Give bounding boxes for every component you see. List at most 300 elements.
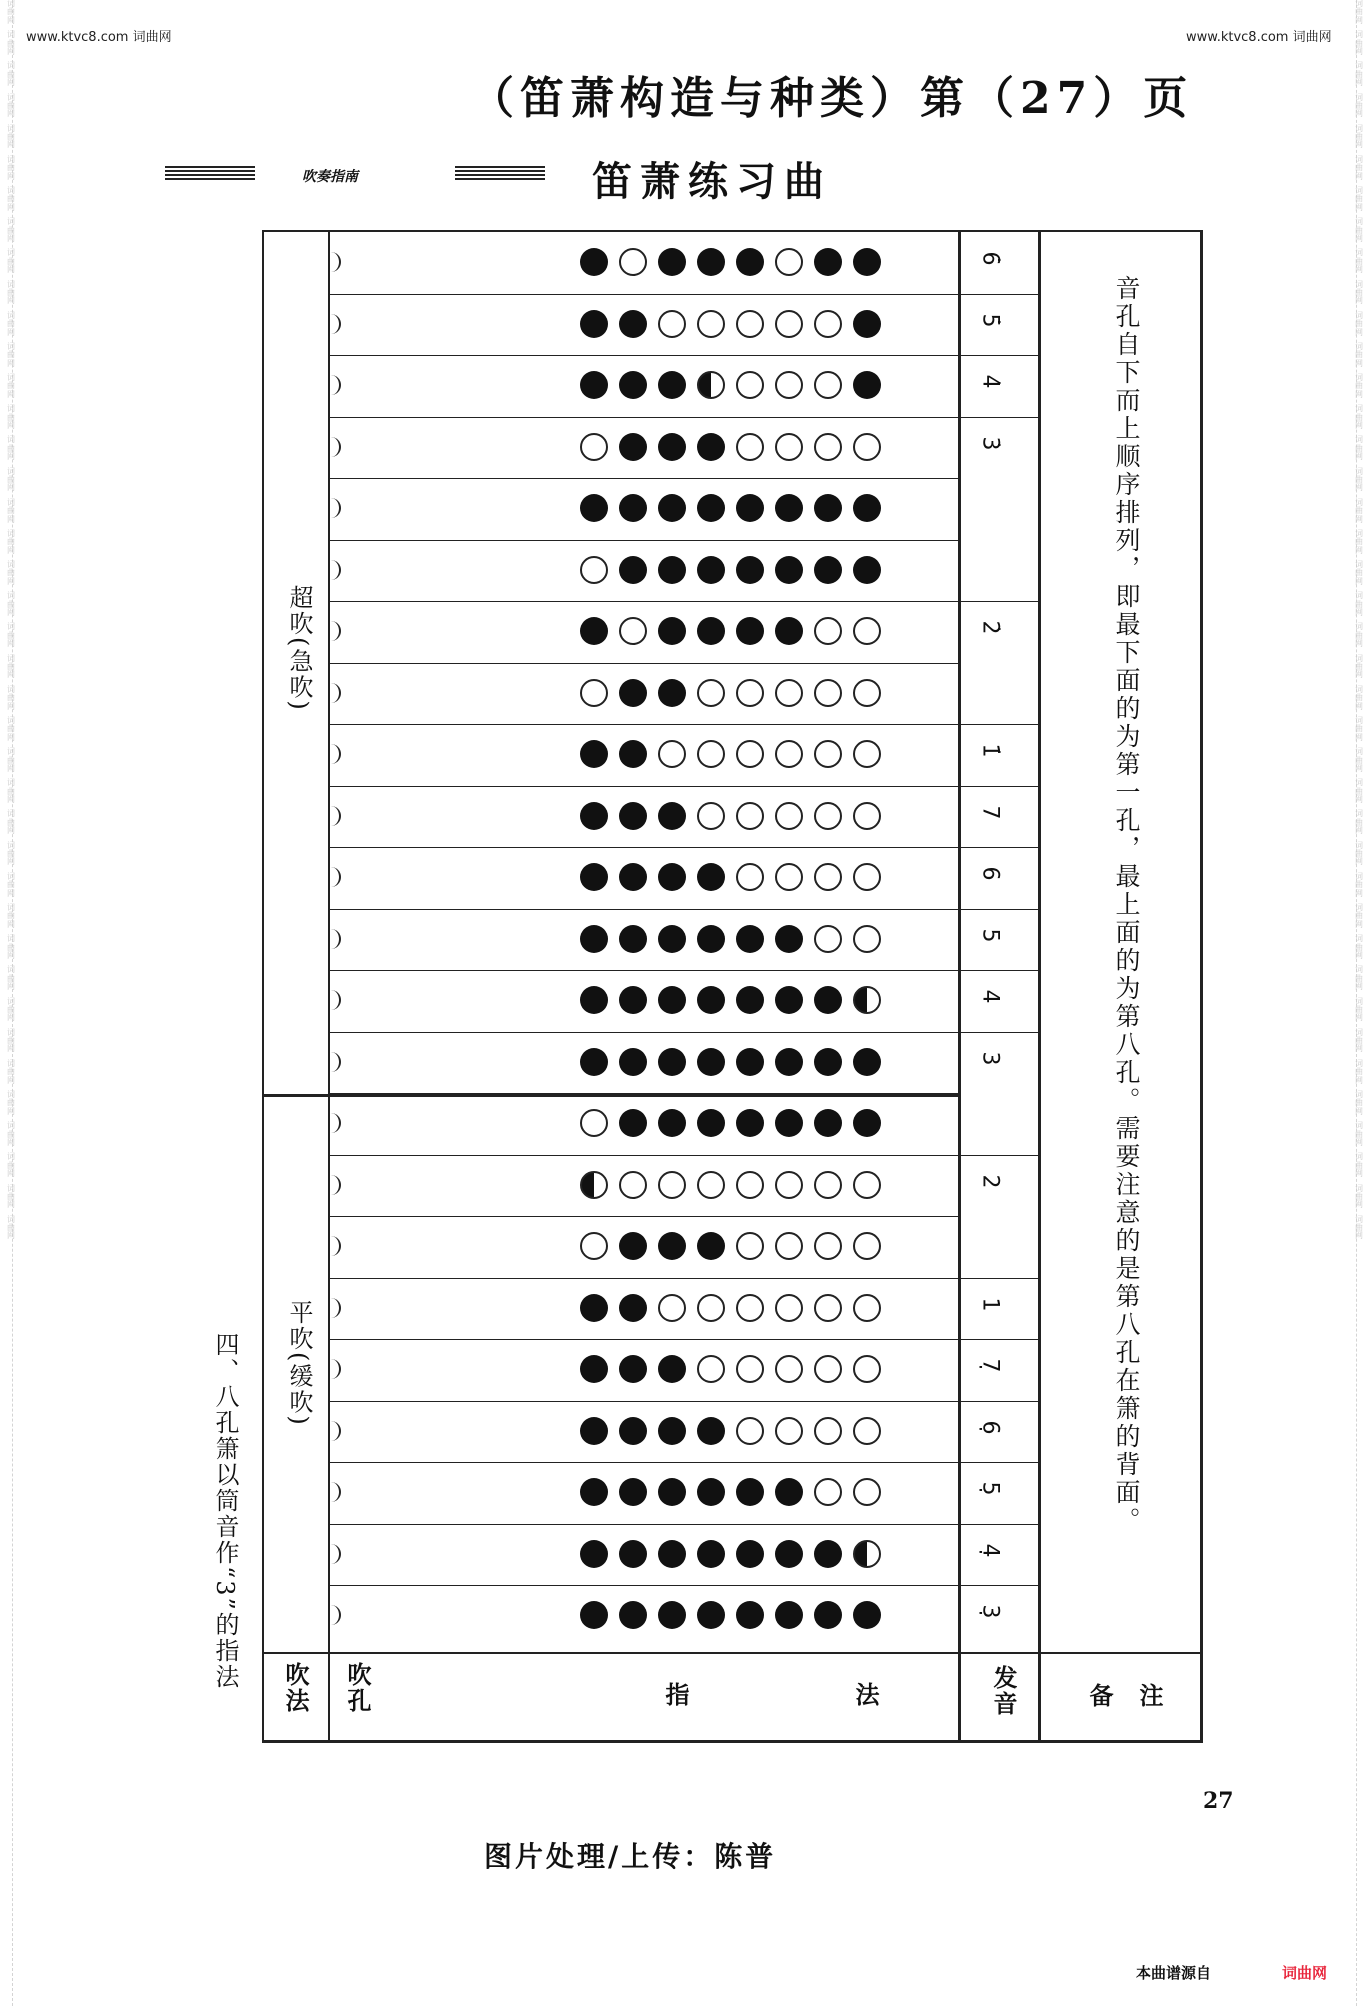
blow-hole-mark [327,1113,341,1133]
finger-hole-1 [580,494,608,522]
finger-hole-4 [697,679,725,707]
finger-hole-8 [853,371,881,399]
finger-hole-2 [619,310,647,338]
watermark-mark: 词 曲 网 [1355,653,1363,680]
finger-hole-2 [619,1232,647,1260]
fingering-row [580,986,881,1014]
finger-hole-6 [775,1232,803,1260]
watermark-mark: 词 曲 网 [7,1152,15,1179]
finger-hole-7 [814,1109,842,1137]
pitch-note: 6̇ [977,251,1003,266]
pitch-note: 5̣ [977,1481,1003,1496]
finger-hole-2 [619,556,647,584]
blow-hole-mark [327,252,341,272]
finger-hole-2 [619,986,647,1014]
fingering-row [580,248,881,276]
fingering-row [580,1601,881,1629]
finger-hole-4 [697,1601,725,1629]
finger-hole-4 [697,1048,725,1076]
blow-hole-mark [327,1544,341,1564]
row-divider [328,1093,960,1094]
row-divider [328,478,960,479]
finger-hole-6 [775,679,803,707]
section-guide-label: 吹奏指南 [302,169,358,185]
blow-hole-mark [327,1052,341,1072]
watermark-mark: 词 曲 网 [7,1058,15,1085]
fingering-row [580,494,881,522]
watermark-mark: 词 曲 网 [1355,747,1363,773]
watermark-mark: 词 曲 网 [7,778,15,805]
finger-hole-2 [619,1109,647,1137]
right-watermark-strip [1348,0,1370,2006]
finger-hole-8 [853,925,881,953]
finger-hole-6 [775,863,803,891]
fingering-row [580,1540,881,1568]
finger-hole-1 [580,925,608,953]
finger-hole-5 [736,740,764,768]
pitch-note: 4̣ [977,1543,1003,1557]
finger-hole-3 [658,925,686,953]
watermark-mark: 词 曲 网 [1355,30,1363,56]
group-low-blow: 平吹(缓吹) [285,1300,313,1427]
watermark-mark: 词 曲 网 [7,1090,15,1116]
blow-hole-mark [327,1175,341,1195]
finger-hole-1 [580,310,608,338]
header-blow-hole: 吹孔 [343,1662,372,1714]
watermark-mark: 词 曲 网 [1355,934,1363,960]
watermark-mark: 词 曲 网 [7,840,15,867]
fingering-row [580,679,881,707]
fingering-row [580,740,881,768]
watermark-mark: 词 曲 网 [1355,996,1363,1023]
upload-credit: 图片处理/上传：陈普 [484,1840,777,1873]
watermark-mark: 词 曲 网 [7,186,15,212]
fingering-row [580,1109,881,1137]
row-divider [328,1462,960,1463]
finger-hole-6 [775,1109,803,1137]
watermark-mark: 词 曲 网 [1355,1183,1363,1210]
finger-hole-1 [580,556,608,584]
finger-hole-1 [580,1232,608,1260]
finger-hole-6 [775,371,803,399]
finger-hole-2 [619,925,647,953]
watermark-mark: 词 曲 网 [1355,435,1363,462]
row-divider [328,663,960,664]
row-divider [328,1155,960,1156]
blow-hole-mark [327,621,341,641]
fingering-row [580,310,881,338]
watermark-mark: 词 曲 网 [1355,1058,1363,1085]
finger-hole-1 [580,1294,608,1322]
watermark-mark: 词 曲 网 [1355,560,1363,586]
watermark-mark: 词 曲 网 [1355,0,1363,25]
blow-hole-mark [327,1236,341,1256]
finger-hole-8 [853,802,881,830]
footer-source: 本曲谱源自 [1136,1964,1212,1982]
finger-hole-5 [736,1109,764,1137]
decorative-bar [165,166,255,182]
watermark-mark: 词 曲 网 [1355,622,1363,649]
row-divider [328,1339,960,1340]
blow-hole-mark [327,437,341,457]
watermark-mark: 词 曲 网 [1355,123,1363,150]
finger-hole-4 [697,925,725,953]
finger-hole-2 [619,494,647,522]
finger-hole-5 [736,1048,764,1076]
watermark-mark: 词 曲 网 [1355,965,1363,992]
finger-hole-8 [853,863,881,891]
finger-hole-2 [619,802,647,830]
watermark-mark: 词 曲 网 [7,373,15,399]
finger-hole-5 [736,1232,764,1260]
finger-hole-2 [619,679,647,707]
finger-hole-4 [697,740,725,768]
fingering-row [580,1478,881,1506]
finger-hole-4 [697,371,725,399]
blow-hole-mark [327,929,341,949]
finger-hole-4 [697,494,725,522]
finger-hole-3 [658,617,686,645]
row-divider [328,355,960,356]
watermark-mark: 词 曲 网 [7,248,15,275]
finger-hole-2 [619,740,647,768]
watermark-mark: 词 曲 网 [1355,1121,1363,1147]
blow-hole-mark [327,1359,341,1379]
finger-hole-7 [814,986,842,1014]
finger-hole-7 [814,1601,842,1629]
watermark-mark: 词 曲 网 [1355,778,1363,805]
finger-hole-5 [736,248,764,276]
fingering-row [580,925,881,953]
finger-hole-8 [853,1417,881,1445]
watermark-mark: 词 曲 网 [1355,591,1363,618]
watermark-mark: 词 曲 网 [1355,61,1363,88]
finger-hole-3 [658,802,686,830]
fingering-row [580,433,881,461]
finger-hole-1 [580,371,608,399]
pitch-note: 3̣ [977,1604,1003,1619]
finger-hole-5 [736,371,764,399]
finger-hole-7 [814,1355,842,1383]
pitch-note: 6 [977,866,1003,881]
watermark-mark: 词 曲 网 [1355,1152,1363,1179]
finger-hole-5 [736,1478,764,1506]
table-heading: 四、八孔箫以筒音作“3”的指法 [211,1332,239,1690]
row-divider [328,1278,960,1279]
finger-hole-1 [580,863,608,891]
finger-hole-8 [853,1355,881,1383]
watermark-mark: 词 曲 网 [7,92,15,119]
watermark-mark: 词 曲 网 [1355,497,1363,524]
finger-hole-2 [619,1171,647,1199]
finger-hole-2 [619,1294,647,1322]
finger-hole-3 [658,740,686,768]
finger-hole-8 [853,556,881,584]
watermark-mark: 词 曲 网 [7,653,15,680]
watermark-mark: 词 曲 网 [1355,528,1363,555]
watermark-mark: 词 曲 网 [1355,871,1363,898]
finger-hole-4 [697,310,725,338]
row-divider [328,970,960,971]
watermark-mark: 词 曲 网 [7,341,15,368]
finger-hole-6 [775,433,803,461]
pitch-note: 4 [977,989,1003,1004]
watermark-mark: 词 曲 网 [1355,840,1363,867]
finger-hole-2 [619,617,647,645]
finger-hole-5 [736,310,764,338]
finger-hole-2 [619,248,647,276]
finger-hole-1 [580,802,608,830]
finger-hole-6 [775,310,803,338]
watermark-mark: 词 曲 网 [7,715,15,742]
finger-hole-8 [853,1109,881,1137]
watermark-mark: 词 曲 网 [7,622,15,649]
finger-hole-1 [580,1540,608,1568]
fingering-row [580,617,881,645]
watermark-mark: 词 曲 网 [7,61,15,88]
finger-hole-2 [619,1540,647,1568]
finger-hole-7 [814,1048,842,1076]
finger-hole-7 [814,863,842,891]
blow-hole-mark [327,1482,341,1502]
row-divider [328,909,960,910]
watermark-mark: 词 曲 网 [7,1214,15,1241]
row-divider [328,1216,960,1217]
row-divider [328,1524,960,1525]
finger-hole-7 [814,310,842,338]
watermark-mark: 词 曲 网 [1355,684,1363,711]
finger-hole-1 [580,1417,608,1445]
finger-hole-1 [580,433,608,461]
finger-hole-4 [697,556,725,584]
row-divider [328,786,960,787]
finger-hole-5 [736,1540,764,1568]
watermark-mark: 词 曲 网 [1355,310,1363,337]
finger-hole-3 [658,433,686,461]
finger-hole-7 [814,1294,842,1322]
watermark-mark: 词 曲 网 [1355,92,1363,119]
blow-hole-mark [327,744,341,764]
watermark-mark: 词 曲 网 [1355,186,1363,212]
finger-hole-2 [619,1355,647,1383]
finger-hole-7 [814,617,842,645]
finger-hole-7 [814,802,842,830]
finger-hole-2 [619,1601,647,1629]
pitch-note: 4̇ [977,374,1003,389]
finger-hole-4 [697,1540,725,1568]
finger-hole-4 [697,986,725,1014]
watermark-mark: 词 曲 网 [7,747,15,773]
finger-hole-1 [580,1048,608,1076]
finger-hole-6 [775,1478,803,1506]
blow-hole-mark [327,1605,341,1625]
header-fingering-2: 法 [851,1682,880,1708]
finger-hole-4 [697,1478,725,1506]
finger-hole-8 [853,1540,881,1568]
blow-hole-mark [327,990,341,1010]
finger-hole-4 [697,802,725,830]
finger-hole-5 [736,679,764,707]
finger-hole-7 [814,1232,842,1260]
finger-hole-5 [736,1294,764,1322]
watermark-mark: 词 曲 网 [1355,715,1363,742]
finger-hole-3 [658,1417,686,1445]
finger-hole-8 [853,617,881,645]
fingering-row [580,1417,881,1445]
pitch-note: 7 [977,805,1003,819]
finger-hole-1 [580,617,608,645]
finger-hole-3 [658,1294,686,1322]
watermark-mark: 词 曲 网 [7,871,15,898]
finger-hole-8 [853,1601,881,1629]
finger-hole-4 [697,1294,725,1322]
finger-hole-5 [736,986,764,1014]
pitch-note: 5̇ [977,313,1003,327]
finger-hole-8 [853,494,881,522]
header-method: 吹法 [281,1662,310,1714]
finger-hole-7 [814,925,842,953]
finger-hole-8 [853,1478,881,1506]
finger-hole-3 [658,310,686,338]
finger-hole-2 [619,433,647,461]
finger-hole-6 [775,248,803,276]
watermark-mark: 词 曲 网 [1355,902,1363,929]
watermark-mark: 词 曲 网 [7,435,15,462]
finger-hole-2 [619,863,647,891]
finger-hole-1 [580,679,608,707]
finger-hole-8 [853,986,881,1014]
header-remarks-1: 备 [1085,1683,1114,1709]
watermark-mark: 词 曲 网 [7,684,15,711]
finger-hole-8 [853,248,881,276]
header-remarks-2: 注 [1135,1683,1164,1709]
finger-hole-3 [658,1355,686,1383]
finger-hole-7 [814,556,842,584]
watermark-mark: 词 曲 网 [7,560,15,586]
finger-hole-6 [775,1355,803,1383]
watermark-mark: 词 曲 网 [7,279,15,306]
fingering-row [580,556,881,584]
pitch-note: 2̇ [977,620,1003,635]
watermark-mark: 词 曲 网 [1355,373,1363,399]
blow-hole-mark [327,1421,341,1441]
fingering-row [580,1294,881,1322]
remark-text: 音孔自下而上顺序排列，即最下面的为第一孔，最上面的为第八孔。需要注意的是第八孔在箫的背面。 [1112,275,1141,1535]
finger-hole-1 [580,986,608,1014]
watermark-mark: 词 曲 网 [7,154,15,181]
watermark-mark: 词 曲 网 [1355,279,1363,306]
header-left-site[interactable]: www.ktvc8.com 词曲网 [26,30,172,45]
finger-hole-8 [853,740,881,768]
watermark-mark: 词 曲 网 [1355,809,1363,836]
watermark-mark: 词 曲 网 [7,310,15,337]
watermark-mark: 词 曲 网 [1355,1214,1363,1241]
finger-hole-3 [658,1601,686,1629]
finger-hole-6 [775,802,803,830]
finger-hole-6 [775,556,803,584]
fingering-row [580,1355,881,1383]
group-high-blow: 超吹(急吹) [285,585,313,712]
watermark-mark: 词 曲 网 [7,1121,15,1147]
finger-hole-4 [697,1417,725,1445]
row-divider [328,1032,960,1033]
footer-brand-link[interactable]: 词曲网 [1282,1964,1328,1982]
finger-hole-3 [658,1540,686,1568]
watermark-mark: 词 曲 网 [7,466,15,493]
watermark-mark: 词 曲 网 [1355,404,1363,431]
pitch-note: 2 [977,1174,1003,1188]
header-right-site[interactable]: www.ktvc8.com 词曲网 [1186,30,1332,45]
left-watermark-strip [0,0,22,2006]
row-divider [328,417,960,418]
finger-hole-2 [619,1478,647,1506]
watermark-mark: 词 曲 网 [7,497,15,524]
blow-hole-mark [327,498,341,518]
finger-hole-6 [775,1048,803,1076]
row-divider [328,540,960,541]
finger-hole-3 [658,248,686,276]
blow-hole-mark [327,1298,341,1318]
finger-hole-4 [697,1109,725,1137]
finger-hole-7 [814,1540,842,1568]
watermark-mark: 词 曲 网 [1355,154,1363,181]
watermark-mark: 词 曲 网 [7,591,15,618]
pitch-note: 3̇ [977,436,1003,450]
finger-hole-8 [853,1232,881,1260]
row-divider [328,724,960,725]
finger-hole-8 [853,1294,881,1322]
finger-hole-5 [736,433,764,461]
finger-hole-3 [658,679,686,707]
finger-hole-7 [814,740,842,768]
page-title: （笛萧构造与种类）第（27）页 [470,73,1194,124]
watermark-mark: 词 曲 网 [1355,341,1363,368]
row-divider [328,847,960,848]
finger-hole-6 [775,1601,803,1629]
finger-hole-7 [814,1417,842,1445]
decorative-bar [455,166,545,182]
fingering-row [580,863,881,891]
row-divider [328,294,960,295]
finger-hole-3 [658,556,686,584]
finger-hole-5 [736,556,764,584]
finger-hole-8 [853,433,881,461]
finger-hole-3 [658,1478,686,1506]
blow-hole-mark [327,806,341,826]
finger-hole-7 [814,1478,842,1506]
finger-hole-4 [697,1171,725,1199]
finger-hole-4 [697,1232,725,1260]
watermark-mark: 词 曲 网 [7,996,15,1023]
finger-hole-5 [736,925,764,953]
finger-hole-8 [853,1048,881,1076]
finger-hole-3 [658,1109,686,1137]
finger-hole-3 [658,494,686,522]
finger-hole-5 [736,1171,764,1199]
watermark-mark: 词 曲 网 [7,965,15,992]
finger-hole-1 [580,1171,608,1199]
finger-hole-5 [736,1601,764,1629]
fingering-row [580,1232,881,1260]
finger-hole-3 [658,863,686,891]
finger-hole-1 [580,248,608,276]
watermark-mark: 词 曲 网 [7,30,15,56]
row-divider [328,1401,960,1402]
section-title: 笛萧练习曲 [592,158,832,205]
finger-hole-4 [697,248,725,276]
watermark-mark: 词 曲 网 [7,902,15,929]
finger-hole-4 [697,863,725,891]
